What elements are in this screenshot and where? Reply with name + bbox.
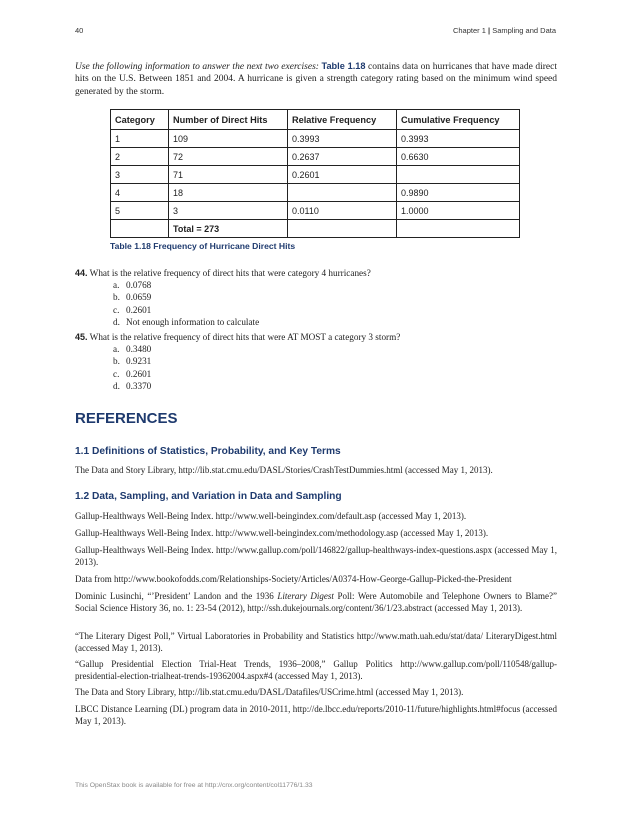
reference-item: Gallup-Healthways Well-Being Index. http://www.well-beingindex.com/default.asp (accessed May 1, 2013). (75, 511, 467, 521)
reference-item: LBCC Distance Learning (DL) program data in 2010-2011, http://de.lbcc.edu/reports/2010-11/future/highlights.html#focus (accessed May 1, 2013). (75, 704, 557, 727)
answer-option (113, 355, 565, 367)
answer-option (113, 279, 565, 291)
option-text: 0.2601 (126, 304, 152, 315)
reference-item: “Gallup Presidential Election Trial-Heat Trends, 1936–2008,” Gallup Politics http://www.gallup.com/poll/110548/gallup-presidential-election-trialheat-trends-19362004.aspx#4 (accessed May 1, 2013). (75, 659, 557, 682)
header-separator: | (488, 26, 491, 35)
cell-cumulative-frequency (397, 166, 520, 184)
cell-total: Total = 273 (169, 220, 288, 238)
cell-cumulative-frequency: 1.0000 (397, 202, 520, 220)
cell-direct-hits: 109 (169, 130, 288, 148)
question-45 (75, 332, 565, 392)
question-number: 44. (75, 268, 88, 278)
table-header-row (111, 110, 520, 130)
cell-direct-hits: 72 (169, 148, 288, 166)
references-heading: REFERENCES (75, 410, 178, 427)
option-text: 0.3370 (126, 380, 152, 391)
cell-direct-hits: 18 (169, 184, 288, 202)
cell-relative-frequency (288, 184, 397, 202)
cell-relative-frequency: 0.3993 (288, 130, 397, 148)
table-row (111, 148, 520, 166)
option-letter: a. (113, 344, 120, 354)
option-letter: c. (113, 304, 120, 315)
option-letter: d. (113, 380, 120, 391)
intro-text: contains data on hurricanes that have made direct hits on the U.S. Between 1851 and 2004. A hurricane is given a strength category rating based on the minimum wind speed generated by the storm. (75, 62, 557, 97)
cell-category: 2 (111, 148, 169, 166)
header-cumulative-frequency: Cumulative Frequency (397, 110, 520, 130)
question-text: What is the relative frequency of direct hits that were category 4 hurricanes? (89, 268, 371, 278)
option-text: 0.0768 (126, 280, 152, 290)
header-category: Category (111, 110, 169, 130)
cell-cumulative-frequency (397, 220, 520, 238)
cell-category: 1 (111, 130, 169, 148)
cell-relative-frequency: 0.2601 (288, 166, 397, 184)
option-text: 0.9231 (126, 356, 152, 367)
option-text: 0.2601 (126, 368, 152, 379)
cell-direct-hits: 71 (169, 166, 288, 184)
reference-item: The Data and Story Library, http://lib.stat.cmu.edu/DASL/Stories/CrashTestDummies.html (accessed May 1, 2013). (75, 465, 493, 475)
cell-direct-hits: 3 (169, 202, 288, 220)
section-heading-1-1: 1.1 Definitions of Statistics, Probability, and Key Terms (75, 446, 341, 457)
header-relative-frequency: Relative Frequency (288, 110, 397, 130)
table-row (111, 130, 520, 148)
cell-cumulative-frequency: 0.3993 (397, 130, 520, 148)
cell-cumulative-frequency: 0.6630 (397, 148, 520, 166)
option-letter: b. (113, 356, 120, 367)
answer-options (75, 343, 565, 392)
cell-relative-frequency (288, 220, 397, 238)
exercise-intro (75, 60, 557, 98)
answer-option (113, 316, 565, 328)
table-reference-link[interactable]: Table 1.18 (321, 61, 366, 71)
table-caption: Table 1.18 Frequency of Hurricane Direct Hits (110, 241, 296, 251)
page-number: 40 (75, 26, 84, 35)
option-text: Not enough information to calculate (126, 316, 260, 327)
section-heading-1-2: 1.2 Data, Sampling, and Variation in Data and Sampling (75, 491, 342, 502)
answer-option (113, 343, 565, 355)
answer-option (113, 368, 565, 380)
question-44 (75, 268, 565, 328)
hurricane-frequency-table (110, 109, 520, 238)
cell-relative-frequency: 0.2637 (288, 148, 397, 166)
option-letter: d. (113, 316, 120, 327)
table-row (111, 202, 520, 220)
table-row (111, 166, 520, 184)
chapter-label: Chapter 1 (452, 26, 486, 35)
cell-cumulative-frequency: 0.9890 (397, 184, 520, 202)
table-row (111, 184, 520, 202)
cell-relative-frequency: 0.0110 (288, 202, 397, 220)
reference-item: “The Literary Digest Poll,” Virtual Laboratories in Probability and Statistics http://www.math.uah.edu/stat/data/ LiteraryDigest.html (accessed May 1, 2013). (75, 631, 557, 654)
answer-option (113, 380, 565, 392)
running-header (453, 26, 556, 35)
answer-option (113, 304, 565, 316)
page-footer: This OpenStax book is available for free at http://cnx.org/content/col11776/1.33 (75, 782, 313, 789)
cell-category: 3 (111, 166, 169, 184)
option-text: 0.3480 (126, 344, 152, 354)
reference-item: Gallup-Healthways Well-Being Index. http://www.gallup.com/poll/146822/gallup-healthways-index-questions.aspx (accessed May 1, 2013). (75, 545, 557, 568)
question-number: 45. (75, 332, 88, 342)
cell-category: 5 (111, 202, 169, 220)
reference-item: The Data and Story Library, http://lib.stat.cmu.edu/DASL/Datafiles/USCrime.html (accessed May 1, 2013). (75, 687, 464, 697)
ref-title-italic: Literary Digest (277, 591, 334, 601)
header-direct-hits: Number of Direct Hits (169, 110, 288, 130)
ref-text: Dominic Lusinchi, “’President’ Landon and the 1936 (75, 591, 274, 601)
option-letter: a. (113, 280, 120, 290)
cell-category (111, 220, 169, 238)
table-total-row (111, 220, 520, 238)
reference-item: Data from http://www.bookofodds.com/Relationships-Society/Articles/A0374-How-George-Gallup-Picked-the-President (75, 574, 512, 584)
option-letter: c. (113, 368, 120, 379)
reference-item-lusinchi (75, 590, 557, 614)
reference-item: Gallup-Healthways Well-Being Index. http://www.well-beingindex.com/methodology.asp (accessed May 1, 2013). (75, 528, 489, 538)
ref-text: Poll: Were Automobile and Telephone Owners to Blame?” Social Science History 36, no. 1: 23-54 (2012), http://ssh.dukejournals.org/content/36/1/23.abstract (accessed May 1, 2013). (75, 591, 558, 614)
question-text: What is the relative frequency of direct hits that were AT MOST a category 3 storm? (89, 332, 401, 342)
option-text: 0.0659 (126, 292, 152, 303)
answer-options (75, 279, 565, 328)
intro-lead: Use the following information to answer the next two exercises: (75, 62, 319, 72)
answer-option (113, 291, 565, 303)
cell-category: 4 (111, 184, 169, 202)
chapter-title: Sampling and Data (492, 26, 556, 35)
option-letter: b. (113, 292, 120, 303)
